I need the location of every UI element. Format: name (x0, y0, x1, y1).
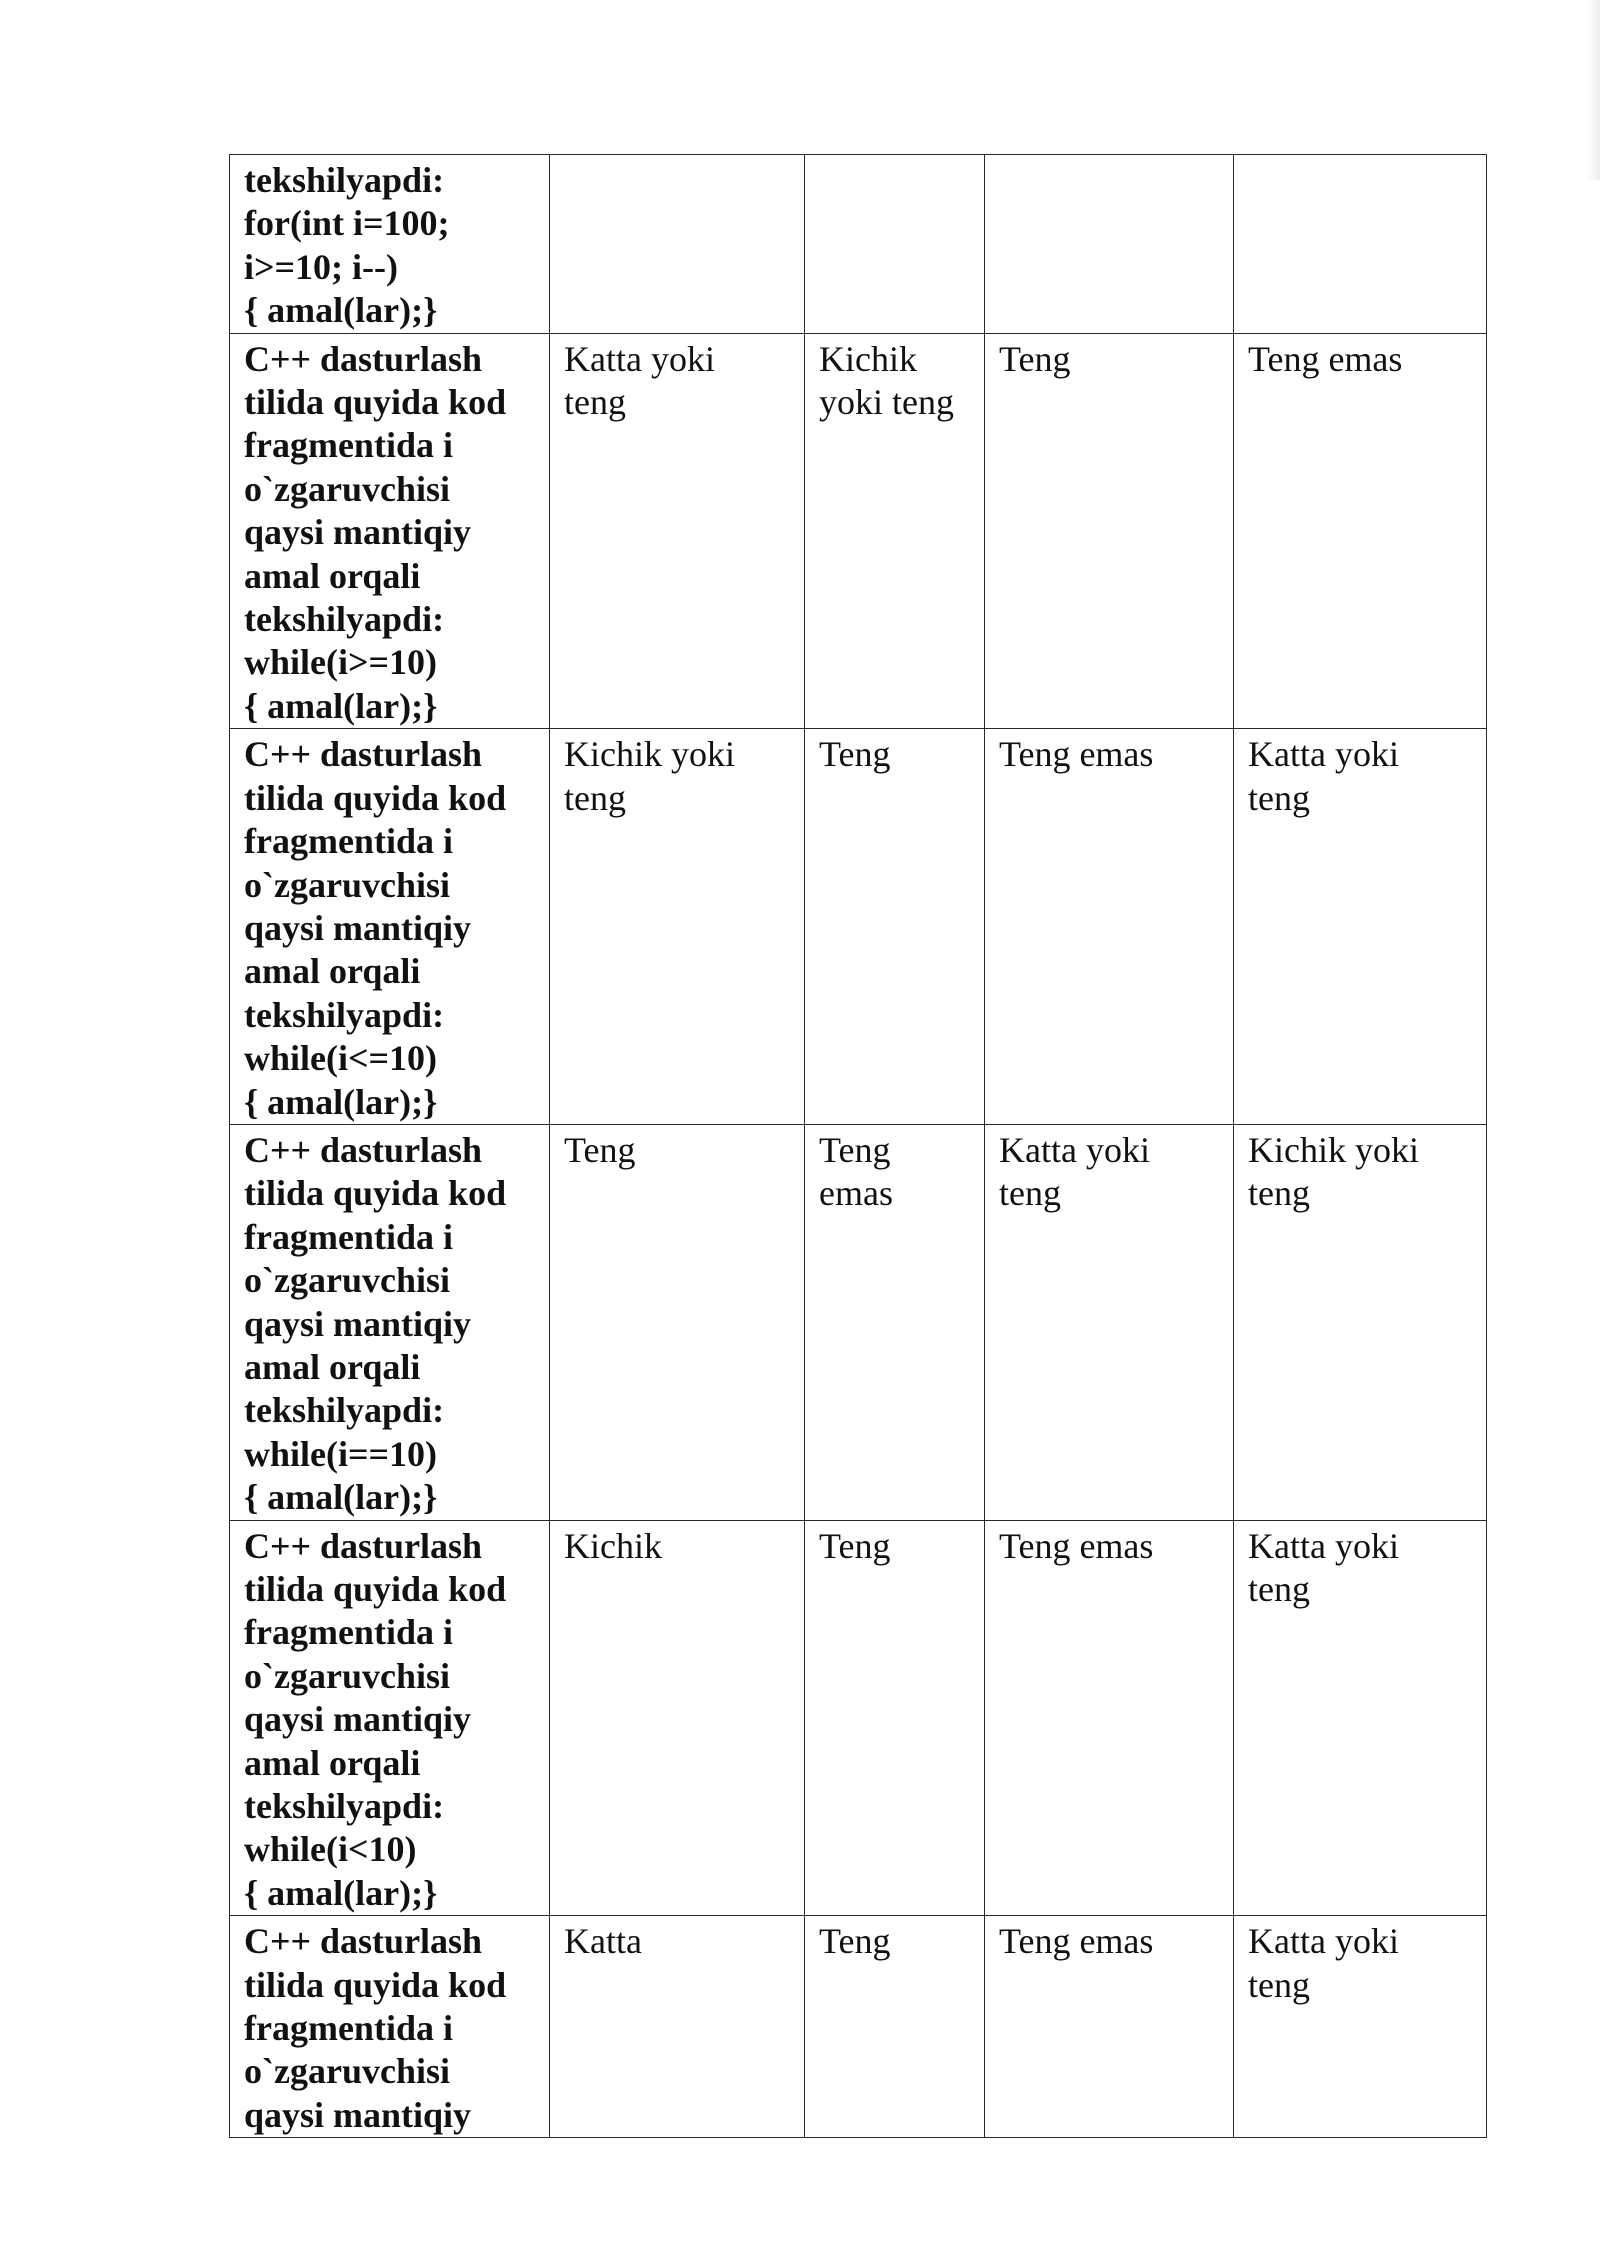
page-edge-shadow (1586, 0, 1600, 180)
option-cell: Kichik (550, 1520, 805, 1916)
option-cell (1234, 155, 1487, 334)
option-cell (805, 155, 985, 334)
option-cell: Katta yoki teng (1234, 1520, 1487, 1916)
question-cell: C++ dasturlash tilida quyida kod fragmentida i o`zgaruvchisi qaysi mantiqiy (230, 1916, 550, 2138)
option-cell: Kichik yoki teng (550, 729, 805, 1125)
option-cell: Katta yoki teng (985, 1124, 1234, 1520)
question-cell: tekshilyapdi: for(int i=100; i>=10; i--) { amal(lar);} (230, 155, 550, 334)
question-cell: C++ dasturlash tilida quyida kod fragmentida i o`zgaruvchisi qaysi mantiqiy amal orqali tekshilyapdi: while(i<10) { amal(lar);} (230, 1520, 550, 1916)
option-cell (550, 155, 805, 334)
option-cell: Katta yoki teng (1234, 729, 1487, 1125)
quiz-table (229, 154, 1487, 2138)
option-cell: Katta (550, 1916, 805, 2138)
option-cell: Kichik yoki teng (1234, 1124, 1487, 1520)
question-cell: C++ dasturlash tilida quyida kod fragmentida i o`zgaruvchisi qaysi mantiqiy amal orqali tekshilyapdi: while(i>=10) { amal(lar);} (230, 333, 550, 729)
option-cell: Teng (805, 1916, 985, 2138)
table-row (230, 1916, 1487, 2138)
table-row (230, 1520, 1487, 1916)
table-row (230, 155, 1487, 334)
option-cell: Teng (985, 333, 1234, 729)
table-row (230, 1124, 1487, 1520)
option-cell: Katta yoki teng (1234, 1916, 1487, 2138)
option-cell: Teng (805, 1520, 985, 1916)
option-cell: Teng (550, 1124, 805, 1520)
table-row (230, 333, 1487, 729)
question-cell: C++ dasturlash tilida quyida kod fragmentida i o`zgaruvchisi qaysi mantiqiy amal orqali tekshilyapdi: while(i==10) { amal(lar);} (230, 1124, 550, 1520)
option-cell (985, 155, 1234, 334)
table-row (230, 729, 1487, 1125)
option-cell: Katta yoki teng (550, 333, 805, 729)
option-cell: Teng emas (985, 1520, 1234, 1916)
option-cell: Kichik yoki teng (805, 333, 985, 729)
option-cell: Teng emas (985, 729, 1234, 1125)
option-cell: Teng emas (805, 1124, 985, 1520)
option-cell: Teng emas (1234, 333, 1487, 729)
option-cell: Teng emas (985, 1916, 1234, 2138)
option-cell: Teng (805, 729, 985, 1125)
question-cell: C++ dasturlash tilida quyida kod fragmentida i o`zgaruvchisi qaysi mantiqiy amal orqali tekshilyapdi: while(i<=10) { amal(lar);} (230, 729, 550, 1125)
